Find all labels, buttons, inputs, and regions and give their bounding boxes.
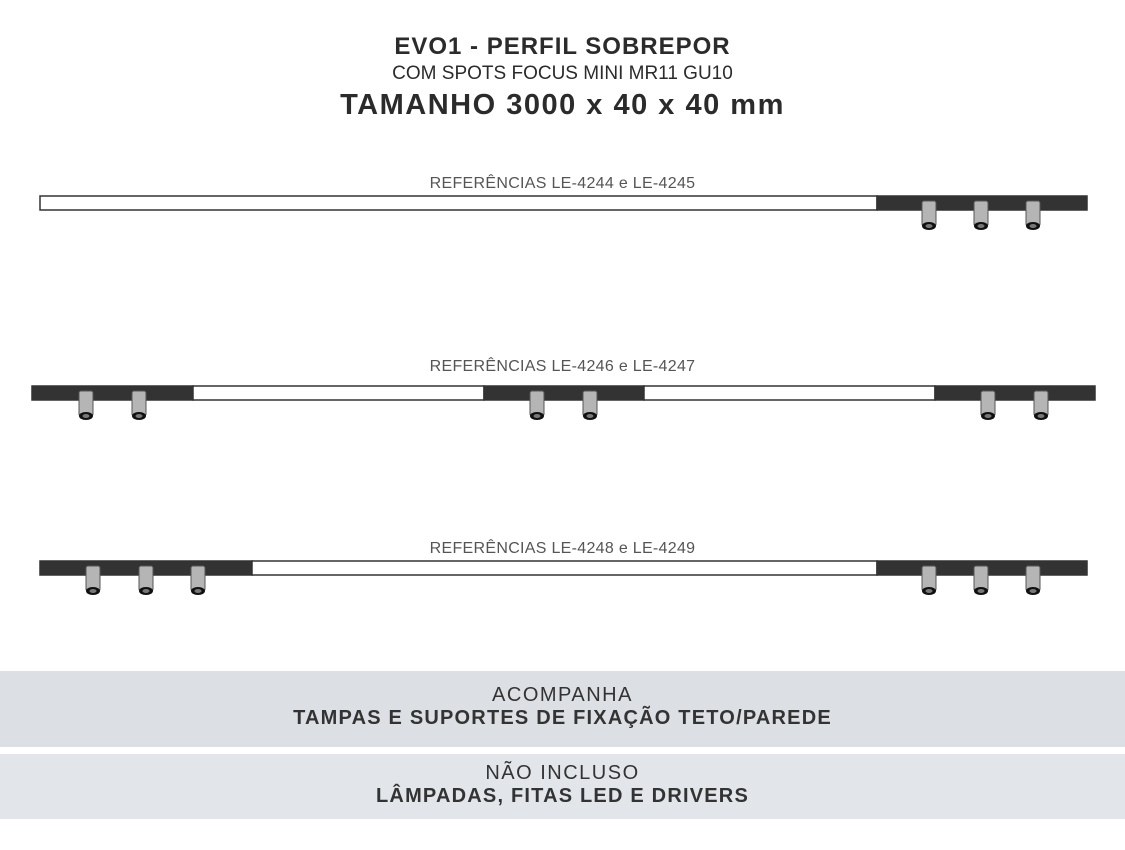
spot-3-5 xyxy=(974,566,988,595)
spot-3-6 xyxy=(1026,566,1040,595)
profile-2-segment-4 xyxy=(644,386,935,400)
profile-2-segment-5 xyxy=(935,386,1095,400)
excluded-items: LÂMPADAS, FITAS LED E DRIVERS xyxy=(376,785,749,807)
excluded-title: NÃO INCLUSO xyxy=(485,762,640,784)
profile-3-segment-2 xyxy=(252,561,877,575)
profile-2-label: REFERÊNCIAS LE-4246 e LE-4247 xyxy=(429,358,696,375)
included-items: TAMPAS E SUPORTES DE FIXAÇÃO TETO/PAREDE xyxy=(293,707,832,729)
excluded-band xyxy=(0,754,1125,819)
profile-3-label: REFERÊNCIAS LE-4248 e LE-4249 xyxy=(429,540,696,557)
included-title: ACOMPANHA xyxy=(492,684,633,706)
profile-2-segment-3 xyxy=(484,386,644,400)
spot-2-5 xyxy=(981,391,995,420)
spot-3-2 xyxy=(139,566,153,595)
product-size: TAMANHO 3000 x 40 x 40 mm xyxy=(340,89,785,121)
spot-1-3 xyxy=(1026,201,1040,230)
included-band xyxy=(0,671,1125,747)
profile-2-segment-2 xyxy=(193,386,484,400)
spot-2-3 xyxy=(530,391,544,420)
product-title: EVO1 - PERFIL SOBREPOR xyxy=(394,33,731,60)
product-subtitle: COM SPOTS FOCUS MINI MR11 GU10 xyxy=(392,63,733,84)
profile-1-segment-1 xyxy=(40,196,877,210)
spot-1-2 xyxy=(974,201,988,230)
profile-2-segment-1 xyxy=(32,386,193,400)
spot-2-1 xyxy=(79,391,93,420)
spot-2-4 xyxy=(583,391,597,420)
spot-1-1 xyxy=(922,201,936,230)
spot-2-2 xyxy=(132,391,146,420)
profile-1-label: REFERÊNCIAS LE-4244 e LE-4245 xyxy=(429,175,696,192)
spot-2-6 xyxy=(1034,391,1048,420)
spot-3-1 xyxy=(86,566,100,595)
spot-3-4 xyxy=(922,566,936,595)
spot-3-3 xyxy=(191,566,205,595)
